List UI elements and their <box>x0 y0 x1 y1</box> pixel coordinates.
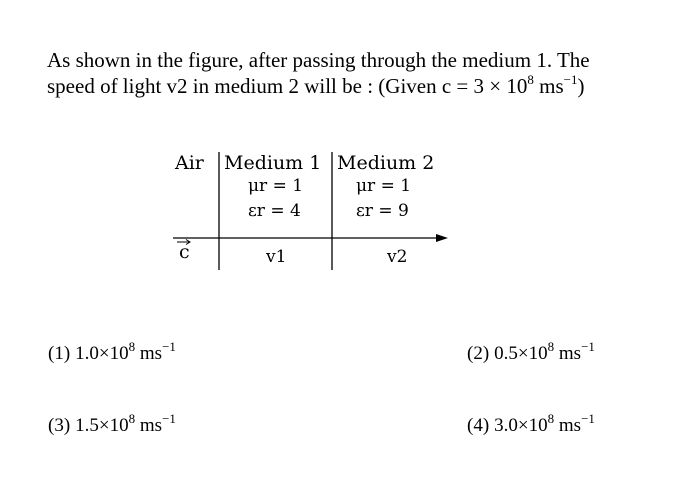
option-4-value: 3.0×10 <box>494 415 548 436</box>
question-text <box>47 47 667 99</box>
air-label: Air <box>175 152 204 174</box>
option-2-unit: ms <box>554 343 582 364</box>
question-line-2-main: speed of light v2 in medium 2 will be : (Given c = 3 × 10 <box>47 74 528 98</box>
option-1-value: 1.0×10 <box>75 343 129 364</box>
question-line-1: As shown in the figure, after passing through the medium 1. The <box>47 48 590 72</box>
option-2-exponent: 8 <box>547 338 555 354</box>
media-figure <box>170 148 460 278</box>
option-2[interactable] <box>467 338 595 365</box>
option-3[interactable] <box>48 410 176 437</box>
question-unit: ms <box>533 74 564 98</box>
option-1-exponent: 8 <box>128 338 136 354</box>
option-1-unit: ms <box>135 343 163 364</box>
option-4-number: (4) <box>467 415 490 436</box>
question-unit-exponent: −1 <box>563 72 578 87</box>
c-label: c <box>179 241 190 263</box>
question-exponent: 8 <box>527 72 534 87</box>
option-4-unit: ms <box>554 415 582 436</box>
option-2-unit-exponent: −1 <box>581 338 595 354</box>
option-3-number: (3) <box>48 415 71 436</box>
medium1-mu: μr = 1 <box>248 176 304 196</box>
v2-label: v2 <box>387 247 408 267</box>
option-3-unit: ms <box>135 415 163 436</box>
option-2-number: (2) <box>467 343 490 364</box>
medium2-mu: μr = 1 <box>356 176 412 196</box>
option-3-exponent: 8 <box>128 410 136 426</box>
question-line-2-end: ) <box>577 74 585 98</box>
option-4-exponent: 8 <box>547 410 555 426</box>
option-1-number: (1) <box>48 343 71 364</box>
medium2-label: Medium 2 <box>337 152 435 174</box>
option-3-value: 1.5×10 <box>75 415 129 436</box>
medium1-eps: εr = 4 <box>248 201 301 221</box>
option-2-value: 0.5×10 <box>494 343 548 364</box>
option-1-unit-exponent: −1 <box>162 338 176 354</box>
light-ray-arrowhead <box>436 234 448 242</box>
question-line-2 <box>47 73 667 99</box>
option-4[interactable] <box>467 410 595 437</box>
option-1[interactable] <box>48 338 176 365</box>
option-3-unit-exponent: −1 <box>162 410 176 426</box>
medium2-eps: εr = 9 <box>356 201 409 221</box>
medium1-label: Medium 1 <box>224 152 322 174</box>
option-4-unit-exponent: −1 <box>581 410 595 426</box>
v1-label: v1 <box>266 247 287 267</box>
